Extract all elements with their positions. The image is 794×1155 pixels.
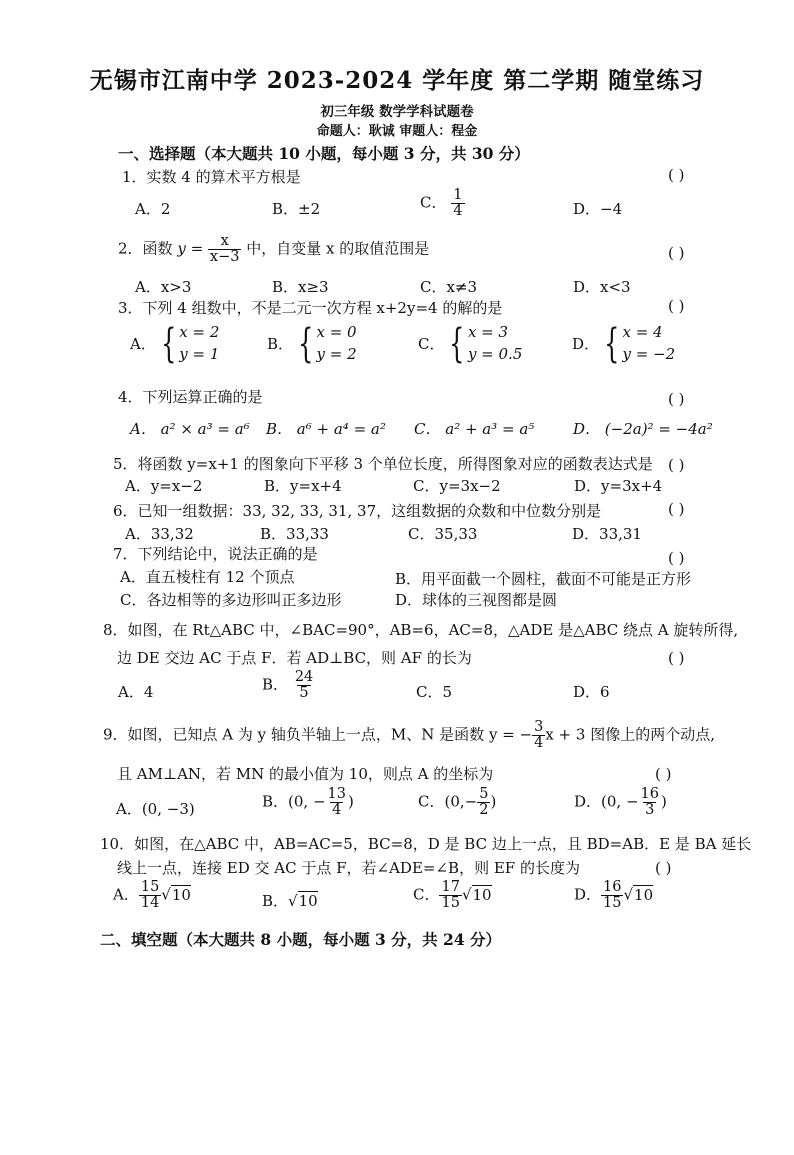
answer-bracket: ( ) [668,244,685,262]
close-paren: ) [490,792,497,811]
denominator: 5 [299,685,309,702]
option-a: A． a² × a³ = a⁶ [130,420,250,438]
option-a: A．(0, −3) [116,800,195,818]
equation: x = 4 [622,323,663,341]
option-d [574,880,653,911]
question-3: 3．下列 4 组数中，不是二元一次方程 x+2y=4 的解的是 [118,299,503,317]
option-label: B． [267,335,294,354]
answer-bracket: ( ) [668,549,685,567]
fraction [439,880,461,911]
question-2 [118,234,429,265]
option-label: B． [262,892,289,910]
fraction [451,188,464,219]
option-label: D． [574,885,602,904]
equals: = [185,239,208,258]
radicand: 10 [472,885,492,904]
option-a [113,880,191,911]
question-text: x + 3 图像上的两个动点, [545,725,715,744]
denominator: 4 [453,203,463,220]
option-label: C． [420,193,447,212]
option-label: C．(0,− [418,792,478,811]
option-b: B．y=x+4 [264,477,342,495]
equation: y = 0.5 [467,344,523,363]
radicand: 10 [298,892,318,910]
question-text: 9．如图，已知点 A 为 y 轴负半轴上一点，M、N 是函数 y = − [103,725,533,744]
equation: x = 0 [316,323,357,341]
option-b [262,670,315,701]
option-label: A． [113,885,139,904]
brace: { [160,320,177,367]
fraction [477,787,490,818]
question-10: 10．如图，在△ABC 中，AB=AC=5，BC=8，D 是 BC 边上一点，且 BD=AB．E 是 BA 延长 [100,835,752,853]
question-5: 5．将函数 y=x+1 的图象向下平移 3 个单位长度，所得图象对应的函数表达式是 [113,455,653,473]
denominator: x−3 [209,249,240,266]
denominator: 3 [645,802,655,819]
option-label: A． [130,335,156,354]
question-text: 2．函数 [118,239,178,258]
equation: y = 1 [179,344,220,363]
question-10-line2: 线上一点，连接 ED 交 AC 于点 F，若∠ADE=∠B，则 EF 的长度为 [117,859,580,877]
answer-bracket: ( ) [655,765,672,783]
denominator: 14 [140,895,160,912]
close-paren: ) [347,792,354,811]
sqrt-sign: √ [461,885,472,904]
numerator: 3 [534,719,544,735]
option-d: D．x<3 [573,278,631,296]
answer-bracket: ( ) [668,297,685,315]
option-b: B．±2 [272,200,321,218]
brace: { [449,320,465,367]
equation: x = 2 [179,323,220,341]
option-c: C．y=3x−2 [413,477,501,495]
option-c [418,322,522,366]
option-label: B． [262,675,289,694]
numerator: 5 [479,786,489,802]
option-a: A．x>3 [135,278,192,296]
numerator: 13 [327,786,346,802]
radicand: 10 [634,885,654,904]
denominator: 15 [603,895,622,912]
page-title: 无锡市江南中学 2023-2024 学年度 第二学期 随堂练习 [89,67,705,94]
numerator: x [220,233,229,249]
option-b: B．33,33 [260,525,329,543]
answer-bracket: ( ) [668,390,685,408]
option-label: C． [418,335,445,354]
sqrt-sign: √ [623,885,634,904]
answer-bracket: ( ) [668,500,685,518]
option-c [418,787,496,818]
fraction [139,880,161,911]
option-b [262,890,318,911]
authors-line: 命题人：耿诚 审题人：程金 [316,124,478,139]
numerator: 1 [453,187,463,203]
option-label: D． [572,335,600,354]
fraction [601,880,623,911]
option-label: B．(0, − [262,792,326,811]
equation: y = 2 [316,344,357,363]
question-1: 1．实数 4 的算术平方根是 [122,168,301,186]
option-b [262,787,354,818]
option-c: C．各边相等的多边形叫正多边形 [120,591,342,609]
fraction [326,787,348,818]
option-d: D． (−2a)² = −4a² [573,420,713,438]
option-d: D．33,31 [572,525,642,543]
numerator: 17 [441,879,460,895]
close-paren: ) [660,792,667,811]
option-a: A．33,32 [125,525,194,543]
question-6: 6．已知一组数据：33, 32, 33, 31, 37，这组数据的众数和中位数分别是 [113,502,602,520]
section-heading-choice: 一、选择题（本大题共 10 小题，每小题 3 分，共 30 分） [118,144,530,163]
question-4: 4．下列运算正确的是 [118,388,263,406]
answer-bracket: ( ) [668,166,685,184]
option-b: B． a⁶ + a⁴ = a² [266,420,386,438]
fraction [639,787,661,818]
numerator: 24 [294,669,314,685]
sqrt-sign: √ [288,892,298,910]
denominator: 2 [479,802,489,819]
option-d: D．y=3x+4 [574,477,663,495]
option-c: C．5 [416,683,453,701]
equation: x = 3 [467,323,509,341]
option-label: D．(0, − [574,792,639,811]
numerator: 16 [603,879,622,895]
option-a: A．4 [118,683,154,701]
option-b: B．x≥3 [272,278,329,296]
option-c: C．x≠3 [420,278,478,296]
question-8: 8．如图，在 Rt△ABC 中，∠BAC=90°，AB=6，AC=8，△ADE 是△ABC 绕点 A 旋转所得, [103,621,739,639]
question-7: 7．下列结论中，说法正确的是 [113,545,318,563]
option-a: A．直五棱柱有 12 个顶点 [120,568,295,586]
option-d: D．−4 [573,200,623,218]
option-b: B．用平面截一个圆柱，截面不可能是正方形 [395,570,692,588]
option-label: C． [413,885,440,904]
option-d [574,787,667,818]
option-b [267,322,357,366]
option-a: A．y=x−2 [125,477,203,495]
var-y: y [177,239,186,258]
question-8-line2: 边 DE 交边 AC 于点 F．若 AD⊥BC，则 AF 的长为 [117,649,472,667]
option-c: C．35,33 [408,525,478,543]
option-c: C． a² + a³ = a⁵ [414,420,535,438]
answer-bracket: ( ) [668,649,685,667]
fraction [532,720,545,751]
option-d [572,322,675,366]
answer-bracket: ( ) [668,456,685,474]
question-text: 中，自变量 x 的取值范围是 [246,239,430,258]
radicand: 10 [171,885,191,904]
question-9-line2: 且 AM⊥AN，若 MN 的最小值为 10，则点 A 的坐标为 [117,765,494,783]
brace: { [298,320,314,367]
sqrt-sign: √ [161,885,171,904]
option-c [420,188,465,219]
option-c [413,880,492,911]
equation: y = −2 [622,344,676,363]
answer-bracket: ( ) [655,859,672,877]
fraction [293,670,315,701]
page-subtitle: 初三年级 数学学科试题卷 [320,104,474,120]
section-heading-fill: 二、填空题（本大题共 8 小题，每小题 3 分，共 24 分） [100,930,502,949]
option-a [130,322,219,366]
brace: { [604,320,620,367]
option-a: A．2 [135,200,171,218]
numerator: 16 [640,786,659,802]
denominator: 15 [441,895,460,912]
question-9 [103,720,715,751]
fraction [208,234,242,265]
option-d: D．6 [573,683,610,701]
option-d: D．球体的三视图都是圆 [395,591,558,609]
numerator: 15 [140,879,160,895]
denominator: 4 [534,735,544,752]
denominator: 4 [332,802,342,819]
